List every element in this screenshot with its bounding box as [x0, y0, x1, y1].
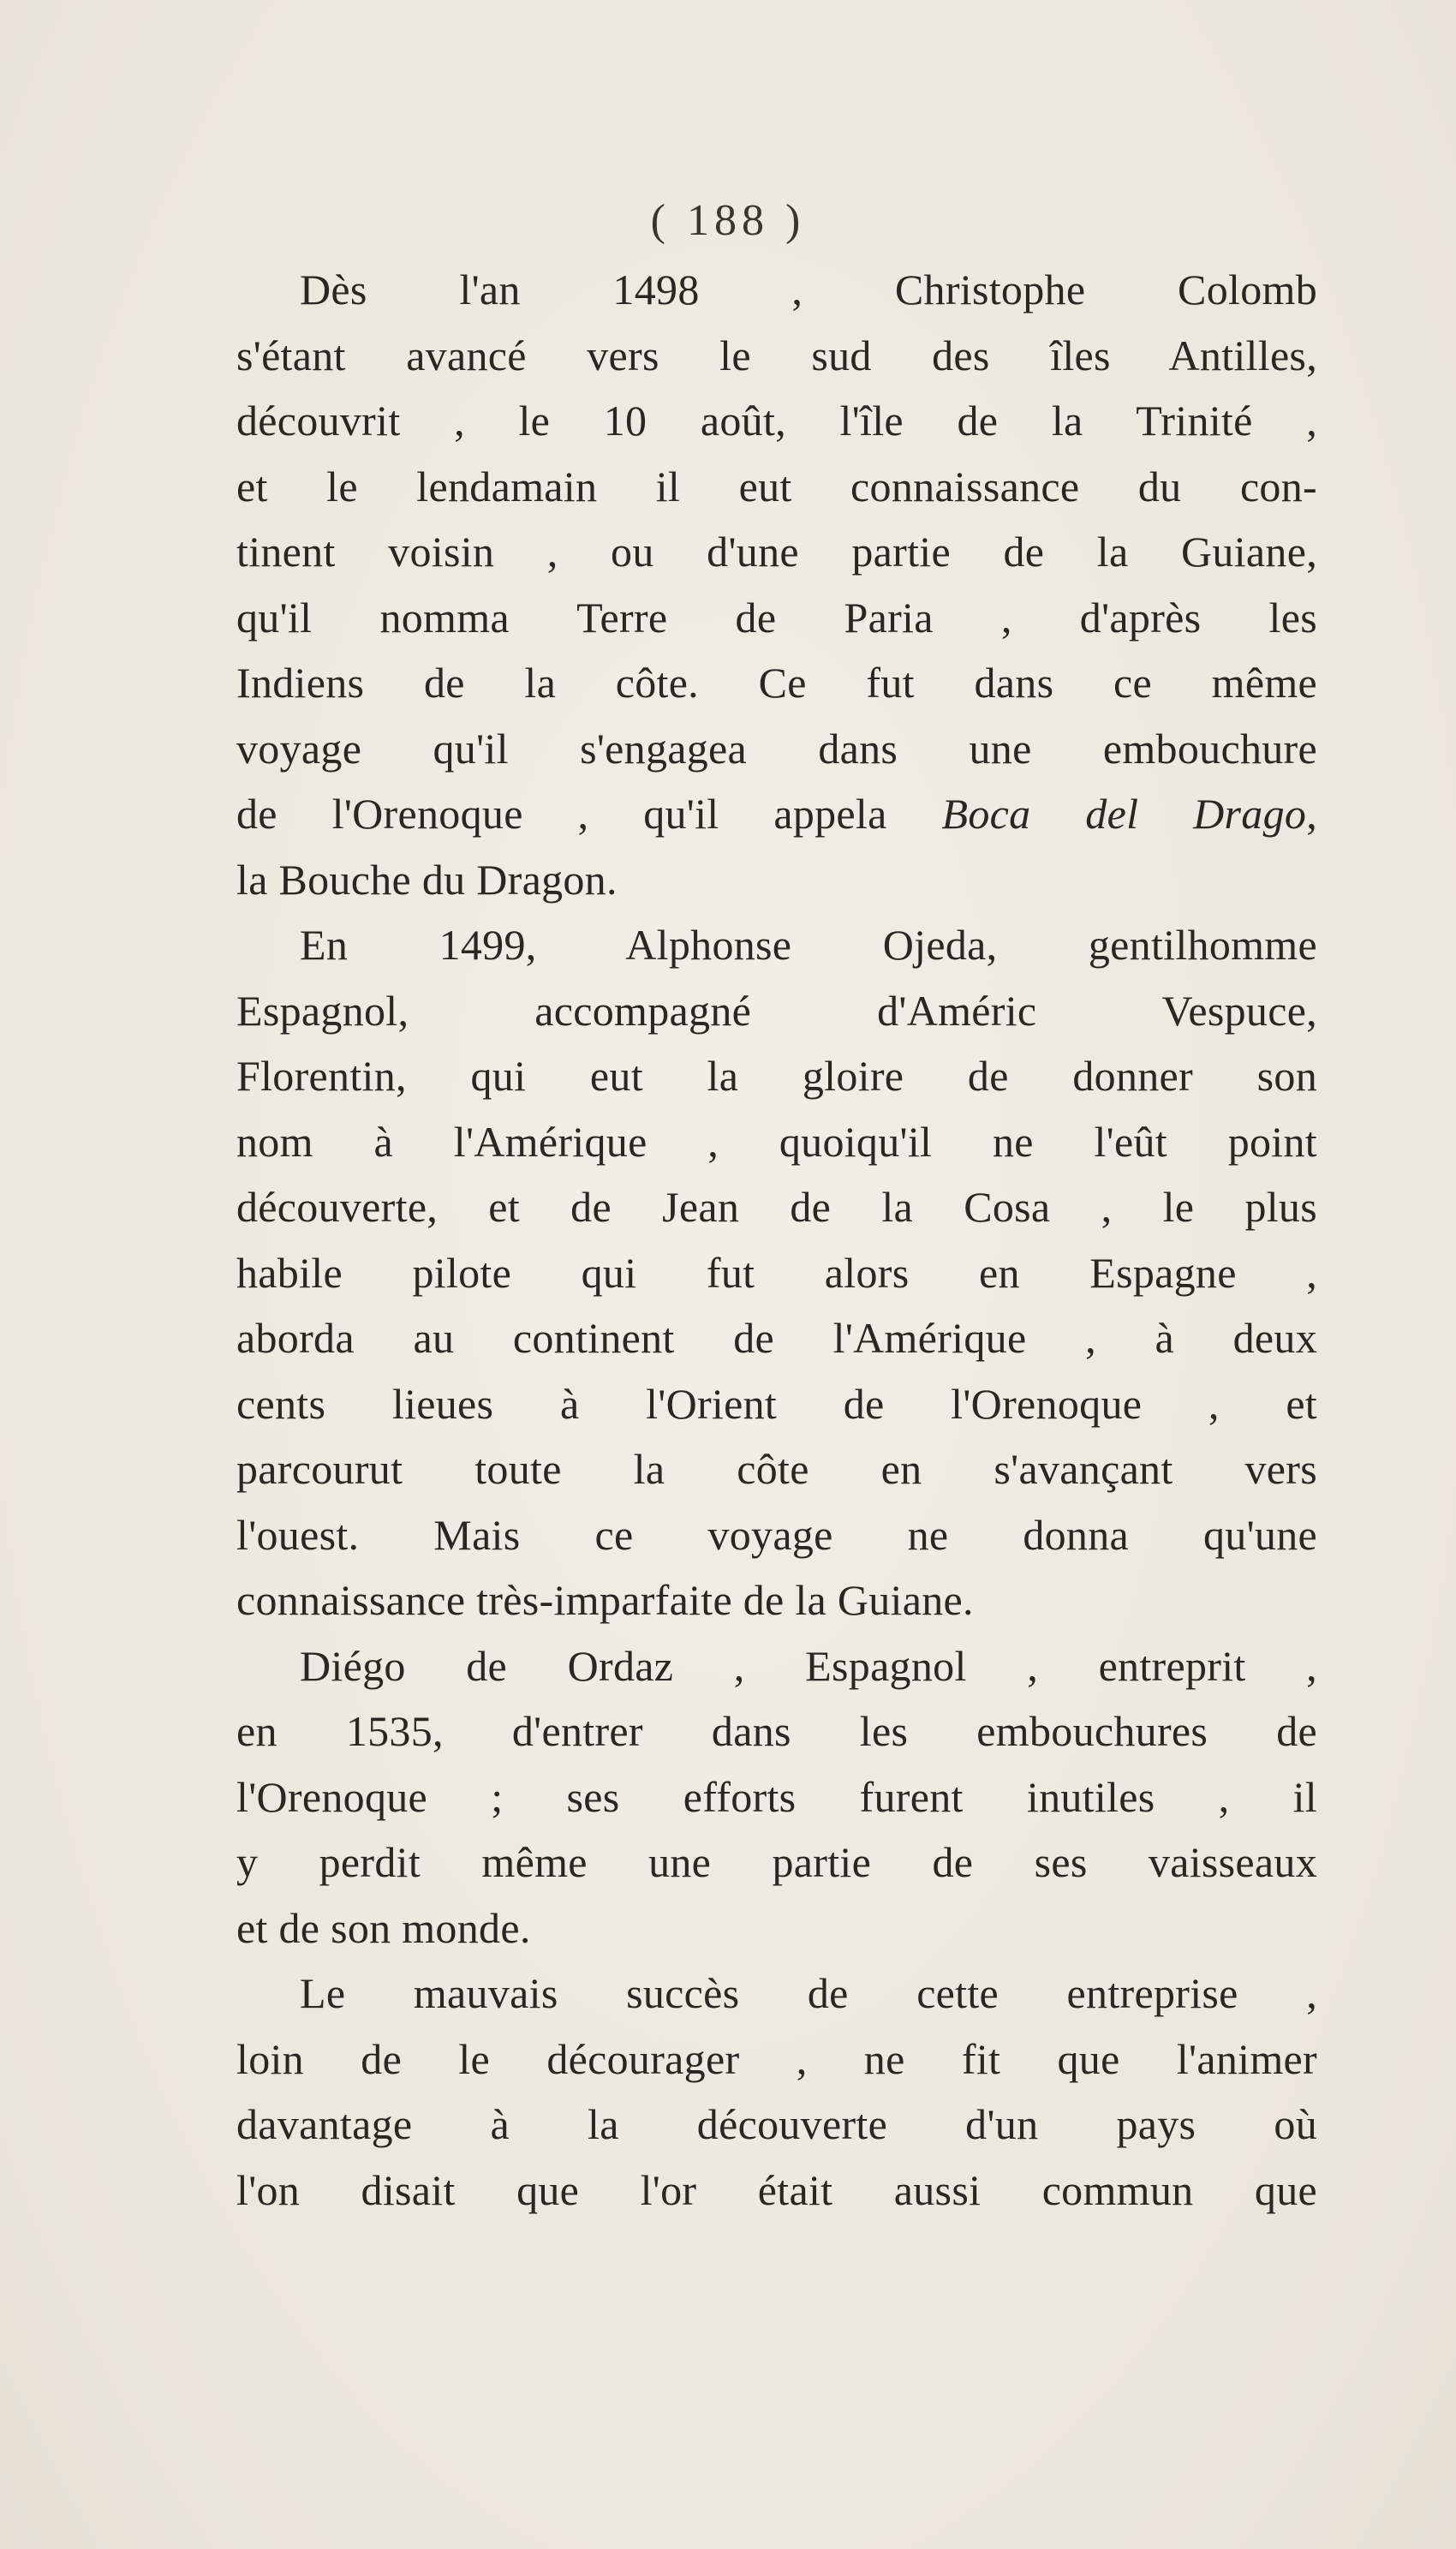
text-line-content: parcourut toute la côte en s'avançant vers	[236, 1445, 1317, 1493]
text-line	[236, 1698, 1317, 1764]
text-line-content: y perdit même une partie de ses vaisseaux	[236, 1838, 1317, 1886]
text-line	[236, 1961, 1317, 2027]
text-line-content: l'Orenoque ; ses efforts furent inutiles , il	[236, 1772, 1317, 1821]
text-line	[236, 1436, 1317, 1502]
text-line	[236, 912, 1317, 978]
text-line-content: l'on disait que l'or était aussi commun que	[236, 2165, 1317, 2214]
text-line	[236, 257, 1317, 323]
text-line-content: habile pilote qui fut alors en Espagne ,	[236, 1248, 1317, 1297]
text-line-content: découverte, et de Jean de la Cosa , le plus	[236, 1183, 1317, 1231]
text-line-content: Florentin, qui eut la gloire de donner son	[236, 1052, 1317, 1100]
text-line-content: de l'Orenoque , qu'il appela	[236, 790, 887, 838]
text-line	[236, 1633, 1317, 1699]
text-line	[236, 585, 1317, 651]
text-line	[236, 1830, 1317, 1895]
text-line-content: aborda au continent de l'Amérique , à deux	[236, 1314, 1317, 1362]
text-line-content: en 1535, d'entrer dans les embouchures de	[236, 1707, 1317, 1755]
page-number-header: ( 188 )	[650, 196, 806, 245]
text-line-content: Dès l'an 1498 , Christophe Colomb	[300, 266, 1317, 313]
text-line	[236, 388, 1317, 454]
text-line-content: Espagnol, accompagné d'Améric Vespuce,	[236, 986, 1317, 1035]
punctuation: ,	[1306, 790, 1317, 838]
text-line	[236, 454, 1317, 520]
text-line	[236, 1174, 1317, 1240]
text-line-content: et de son monde.	[236, 1903, 531, 1952]
text-line-content: découvrit , le 10 août, l'île de la Trinité ,	[236, 397, 1317, 445]
text-line	[236, 716, 1317, 782]
text-line-content: En 1499, Alphonse Ojeda, gentilhomme	[300, 921, 1317, 969]
text-line	[236, 1043, 1317, 1109]
text-line-content: s'étant avancé vers le sud des îles Antilles,	[236, 331, 1317, 379]
text-line-content: Indiens de la côte. Ce fut dans ce même	[236, 659, 1317, 707]
text-line	[236, 2092, 1317, 2158]
text-line	[236, 1764, 1317, 1830]
body-text	[236, 257, 1317, 2223]
text-line	[236, 519, 1317, 585]
text-line	[236, 1895, 1317, 1961]
text-line	[236, 847, 1317, 913]
text-line	[236, 1240, 1317, 1306]
text-line-content: loin de le décourager , ne fit que l'animer	[236, 2034, 1317, 2083]
text-line-content: davantage à la découverte d'un pays où	[236, 2100, 1317, 2148]
text-line	[236, 781, 1317, 847]
text-line-content: nom à l'Amérique , quoiqu'il ne l'eût point	[236, 1117, 1317, 1166]
text-line-content: Diégo de Ordaz , Espagnol , entreprit ,	[300, 1641, 1317, 1690]
text-line-content: qu'il nomma Terre de Paria , d'après les	[236, 593, 1317, 642]
text-line-content: tinent voisin , ou d'une partie de la Guiane,	[236, 528, 1317, 576]
text-line-content: et le lendamain il eut connaissance du con-	[236, 462, 1317, 510]
text-line	[236, 1109, 1317, 1175]
text-line	[236, 1502, 1317, 1568]
text-line	[236, 978, 1317, 1044]
text-line-content: la Bouche du Dragon.	[236, 855, 618, 904]
text-line	[236, 1567, 1317, 1633]
text-line	[236, 650, 1317, 716]
text-line	[236, 1371, 1317, 1437]
text-line	[236, 1305, 1317, 1371]
text-line-content: Le mauvais succès de cette entreprise ,	[300, 1969, 1317, 2017]
text-line-content: cents lieues à l'Orient de l'Orenoque , et	[236, 1379, 1317, 1428]
text-line	[236, 323, 1317, 389]
text-line-content: connaissance très-imparfaite de la Guiane.	[236, 1576, 974, 1624]
text-line	[236, 2158, 1317, 2224]
text-line-content: l'ouest. Mais ce voyage ne donna qu'une	[236, 1510, 1317, 1559]
text-line-content: voyage qu'il s'engagea dans une embouchure	[236, 724, 1317, 773]
italic-phrase: Boca del Drago	[941, 790, 1307, 838]
text-line	[236, 2027, 1317, 2092]
